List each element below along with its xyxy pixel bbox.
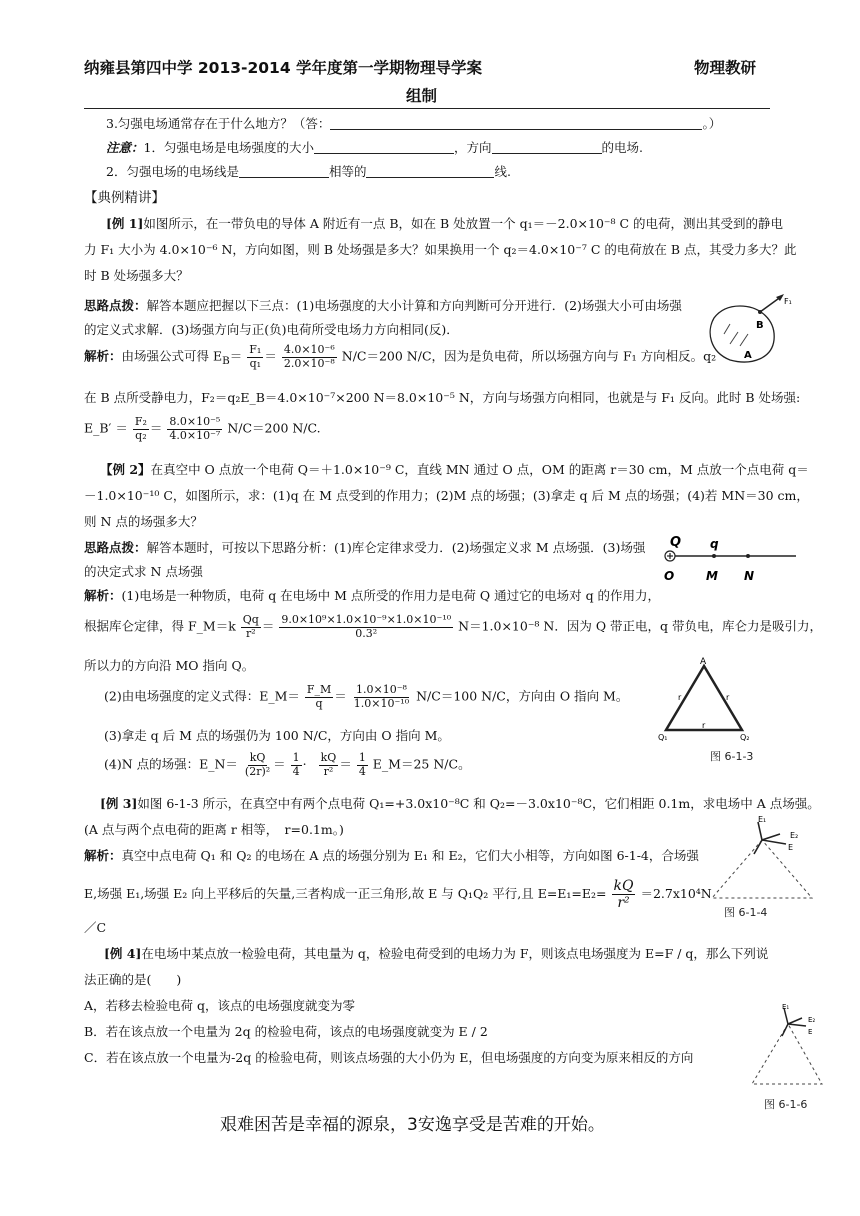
section-title: 【典例精讲】 [84,190,165,206]
force-f1-label: F₁ [784,297,792,306]
vector-e1-label: E₁ [782,1003,790,1011]
triangle-figure [656,656,756,742]
figure-caption: 图 6-1-3 [710,750,754,763]
point-a-label: A [700,657,707,667]
point-b-label: B [756,320,764,331]
side-r-label: r [702,721,706,730]
conductor-a-label: A [744,350,752,361]
example-2-line-1: 【例 2】在真空中 O 点放一个电荷 Q＝＋1.0×10⁻⁹ C，直线 MN 通过 O 点，OM 的距离 r＝30 cm，M 点放一个点电荷 q＝ [100,462,809,477]
example-2-solution-2: 根据库仑定律，得 F_M＝k $\frac{Qq}{\text{r²}}$ ＝ $\frac{\text{9.0×10⁹×1.0×10⁻⁹×1.0×10⁻¹⁰}}{\text{0.3²}}$ N＝1.0×10⁻⁸ N．因为 Q 带正电，q 带负电，库仑力是吸引力， [84,613,823,640]
vector-figure-6 [748,1002,824,1086]
header-group-name: 物理教研 [694,59,757,77]
fraction: $\frac{\text{4.0×10⁻⁶}}{\text{2.0×10⁻⁸}}$ [283,343,335,370]
example-1-line-1: [例 1]如图所示，在一带负电的导体 A 附近有一点 B，如在 B 处放置一个 q₁＝－2.0×10⁻⁸ C 的电荷，测出其受到的静电 [106,216,784,231]
note-2: 2．匀强电场的电场线是 相等的 线. [106,164,511,179]
line-mn-figure [660,530,800,586]
fraction: $\frac{Qq}{\text{r²}}$ [242,613,259,640]
vector-e2-label: E₂ [808,1016,816,1024]
answer-blank [314,141,454,154]
point-n-label: N [744,569,755,583]
option-c: C．若在该点放一个电量为-2q 的检验电荷，则该点场强的大小仍为 E，但电场强度的方向变为原来相反的方向 [84,1050,694,1065]
side-r-label: r [678,693,682,702]
example-1-line-3: 时 B 处场强多大？ [84,268,189,283]
answer-blank [330,117,702,130]
example-3-line-1: [例 3]如图 6-1-3 所示，在真空中有两个点电荷 Q₁=+3.0x10⁻⁸C 和 Q₂=－3.0x10⁻⁸C，它们相距 0.1m，求电场中 A 点场强。 [100,796,820,811]
side-r-label: r [726,693,730,702]
note-1: 注意：1．匀强电场是电场强度的大小 ，方向 的电场. [106,140,643,155]
example-2-solution-3: 所以力的方向沿 MO 指向 Q。 [84,658,255,673]
vector-e-label: E [808,1028,813,1036]
figure-caption: 图 6-1-4 [724,906,768,919]
header-title-continued: 组制 [406,87,438,105]
test-charge-label: q [710,537,719,551]
example-2-hint-1: 思路点拨：解答本题时，可按以下思路分析：(1)库仑定律求受力．(2)场强定义求 M 点场强．(3)场强 [84,540,646,555]
vector-figure [706,814,816,900]
example-2-line-2: －1.0×10⁻¹⁰ C，如图所示，求：(1)q 在 M 点受到的作用力；(2)M 点的场强；(3)拿走 q 后 M 点的场强；(4)若 MN＝30 cm， [84,488,809,503]
example-3-line-2: (A 点与两个点电荷的距离 r 相等， r=0.1m。) [84,822,344,837]
example-4-line-2: 法正确的是( ) [84,972,182,987]
example-2-solution-5: (3)拿走 q 后 M 点的场强仍为 100 N/C，方向由 O 指向 M。 [104,728,450,743]
answer-blank [239,165,329,178]
fraction: $\frac{1}{4}$ [292,751,300,778]
example-2-hint-2: 的决定式求 N 点场强 [84,564,203,579]
fraction: $\frac{kQ}{\text{r²}}$ [320,751,337,778]
vector-e2-label: E₂ [790,831,799,840]
charge-q2-label: Q₂ [740,733,750,742]
answer-blank [492,141,602,154]
fraction: $\frac{kQ}{\text{(2r)²}}$ [244,751,271,778]
example-2-solution-6: (4)N 点的场强：E_N＝ $\frac{kQ}{\text{(2r)²}}$ ＝ $\frac{1}{4}$ · $\frac{kQ}{\text{r²}}$ ＝ $\frac{1}{4}$ E_M＝25 N/C。 [104,751,471,778]
fraction: $\frac{kQ}{\text{r²}}$ [613,878,634,912]
question-3: 3.匀强电场通常存在于什么地方？（答： 。） [106,116,722,131]
example-1-line-2: 力 F₁ 大小为 4.0×10⁻⁶ N，方向如图，则 B 处场强是多大？如果换用一个 q₂＝4.0×10⁻⁷ C 的电荷放在 B 点，其受力多大？此 [84,242,797,257]
fraction: $\frac{1}{4}$ [358,751,366,778]
charge-q-label: Q [670,535,682,550]
fraction: $\frac{F\_M}{q}$ [306,683,332,710]
example-2-solution-4: (2)由电场强度的定义式得：E_M＝ $\frac{F\_M}{q}$ ＝ $\frac{\text{1.0×10⁻⁸}}{\text{1.0×10⁻¹⁰}}$ N/C＝100 N/C，方向由 O 指向 M。 [104,683,629,710]
fraction: $\frac{\text{F₂}}{\text{q₂}}$ [134,415,147,442]
figure-caption: 图 6-1-6 [764,1098,808,1111]
vector-e1-label: E₁ [758,815,767,824]
motto: 艰难困苦是幸福的源泉，3安逸享受是苦难的开始。 [220,1115,605,1135]
charge-q1-label: Q₁ [658,733,668,742]
fraction: $\frac{\text{1.0×10⁻⁸}}{\text{1.0×10⁻¹⁰}}$ [353,683,410,710]
option-b: B．若在该点放一个电量为 2q 的检验电荷，该点的电场强度就变为 E / 2 [84,1024,488,1039]
example-2-solution-1: 解析：(1)电场是一种物质，电荷 q 在电场中 M 点所受的作用力是电荷 Q 通过它的电场对 q 的作用力， [84,588,661,603]
answer-blank [366,165,494,178]
vector-e-label: E [788,843,794,852]
fraction: $\frac{\text{8.0×10⁻⁵}}{\text{4.0×10⁻⁷}}$ [169,415,221,442]
example-3-solution-3: ／C [84,920,107,935]
example-1-hint-2: 的定义式求解．(3)场强方向与正(负)电荷所受电场力方向相同(反)． [84,322,459,337]
example-4-line-1: [例 4]在电场中某点放一检验电荷，其电量为 q，检验电荷受到的电场力为 F，则该点电场强度为 E=F / q，那么下列说 [104,946,769,961]
option-a: A，若移去检验电荷 q，该点的电场强度就变为零 [84,998,356,1013]
example-1-hint-1: 思路点拨：解答本题应把握以下三点：(1)电场强度的大小计算和方向判断可分开进行．(2)场强大小可由场强 [84,298,682,313]
header-title: 纳雍县第四中学 2013-2014 学年度第一学期物理导学案 [84,59,483,77]
example-1-solution-3: E_B′ ＝ $\frac{\text{F₂}}{\text{q₂}}$ ＝ $\frac{\text{8.0×10⁻⁵}}{\text{4.0×10⁻⁷}}$ N/C＝200 N/C. [84,415,321,442]
example-3-solution-2: E,场强 E₁,场强 E₂ 向上平移后的矢量,三者构成一正三角形,故 E 与 Q₁Q₂ 平行,且 E=E₁=E₂= $\frac{kQ}{\text{r²}}$ ＝2.7x10⁴N [84,878,712,912]
header-rule [84,108,770,109]
example-1-solution-2: 在 B 点所受静电力，F₂＝q₂E_B＝4.0×10⁻⁷×200 N＝8.0×10⁻⁵ N，方向与场强方向相同，也就是与 F₁ 反向。此时 B 处场强: [84,390,801,405]
point-m-label: M [706,569,718,583]
example-1-solution-1: 解析：由场强公式可得 $E_B=$ $\frac{\text{F₁}}{\text{q₁}}$ ＝ $\frac{\text{4.0×10⁻⁶}}{\text{2.0×10⁻⁸}}$ N/C＝200 N/C，因为是负电荷，所以场强方向与 F₁ 方向相反。q₂ [84,343,717,370]
point-o-label: O [664,569,675,583]
fraction: $\frac{\text{9.0×10⁹×1.0×10⁻⁹×1.0×10⁻¹⁰}}{\text{0.3²}}$ [281,613,452,640]
example-3-solution-1: 解析：真空中点电荷 Q₁ 和 Q₂ 的电场在 A 点的场强分别为 E₁ 和 E₂，它们大小相等，方向如图 6-1-4，合场强 [84,848,699,863]
fraction: $\frac{\text{F₁}}{\text{q₁}}$ [249,343,262,370]
example-2-line-3: 则 N 点的场强多大？ [84,514,203,529]
